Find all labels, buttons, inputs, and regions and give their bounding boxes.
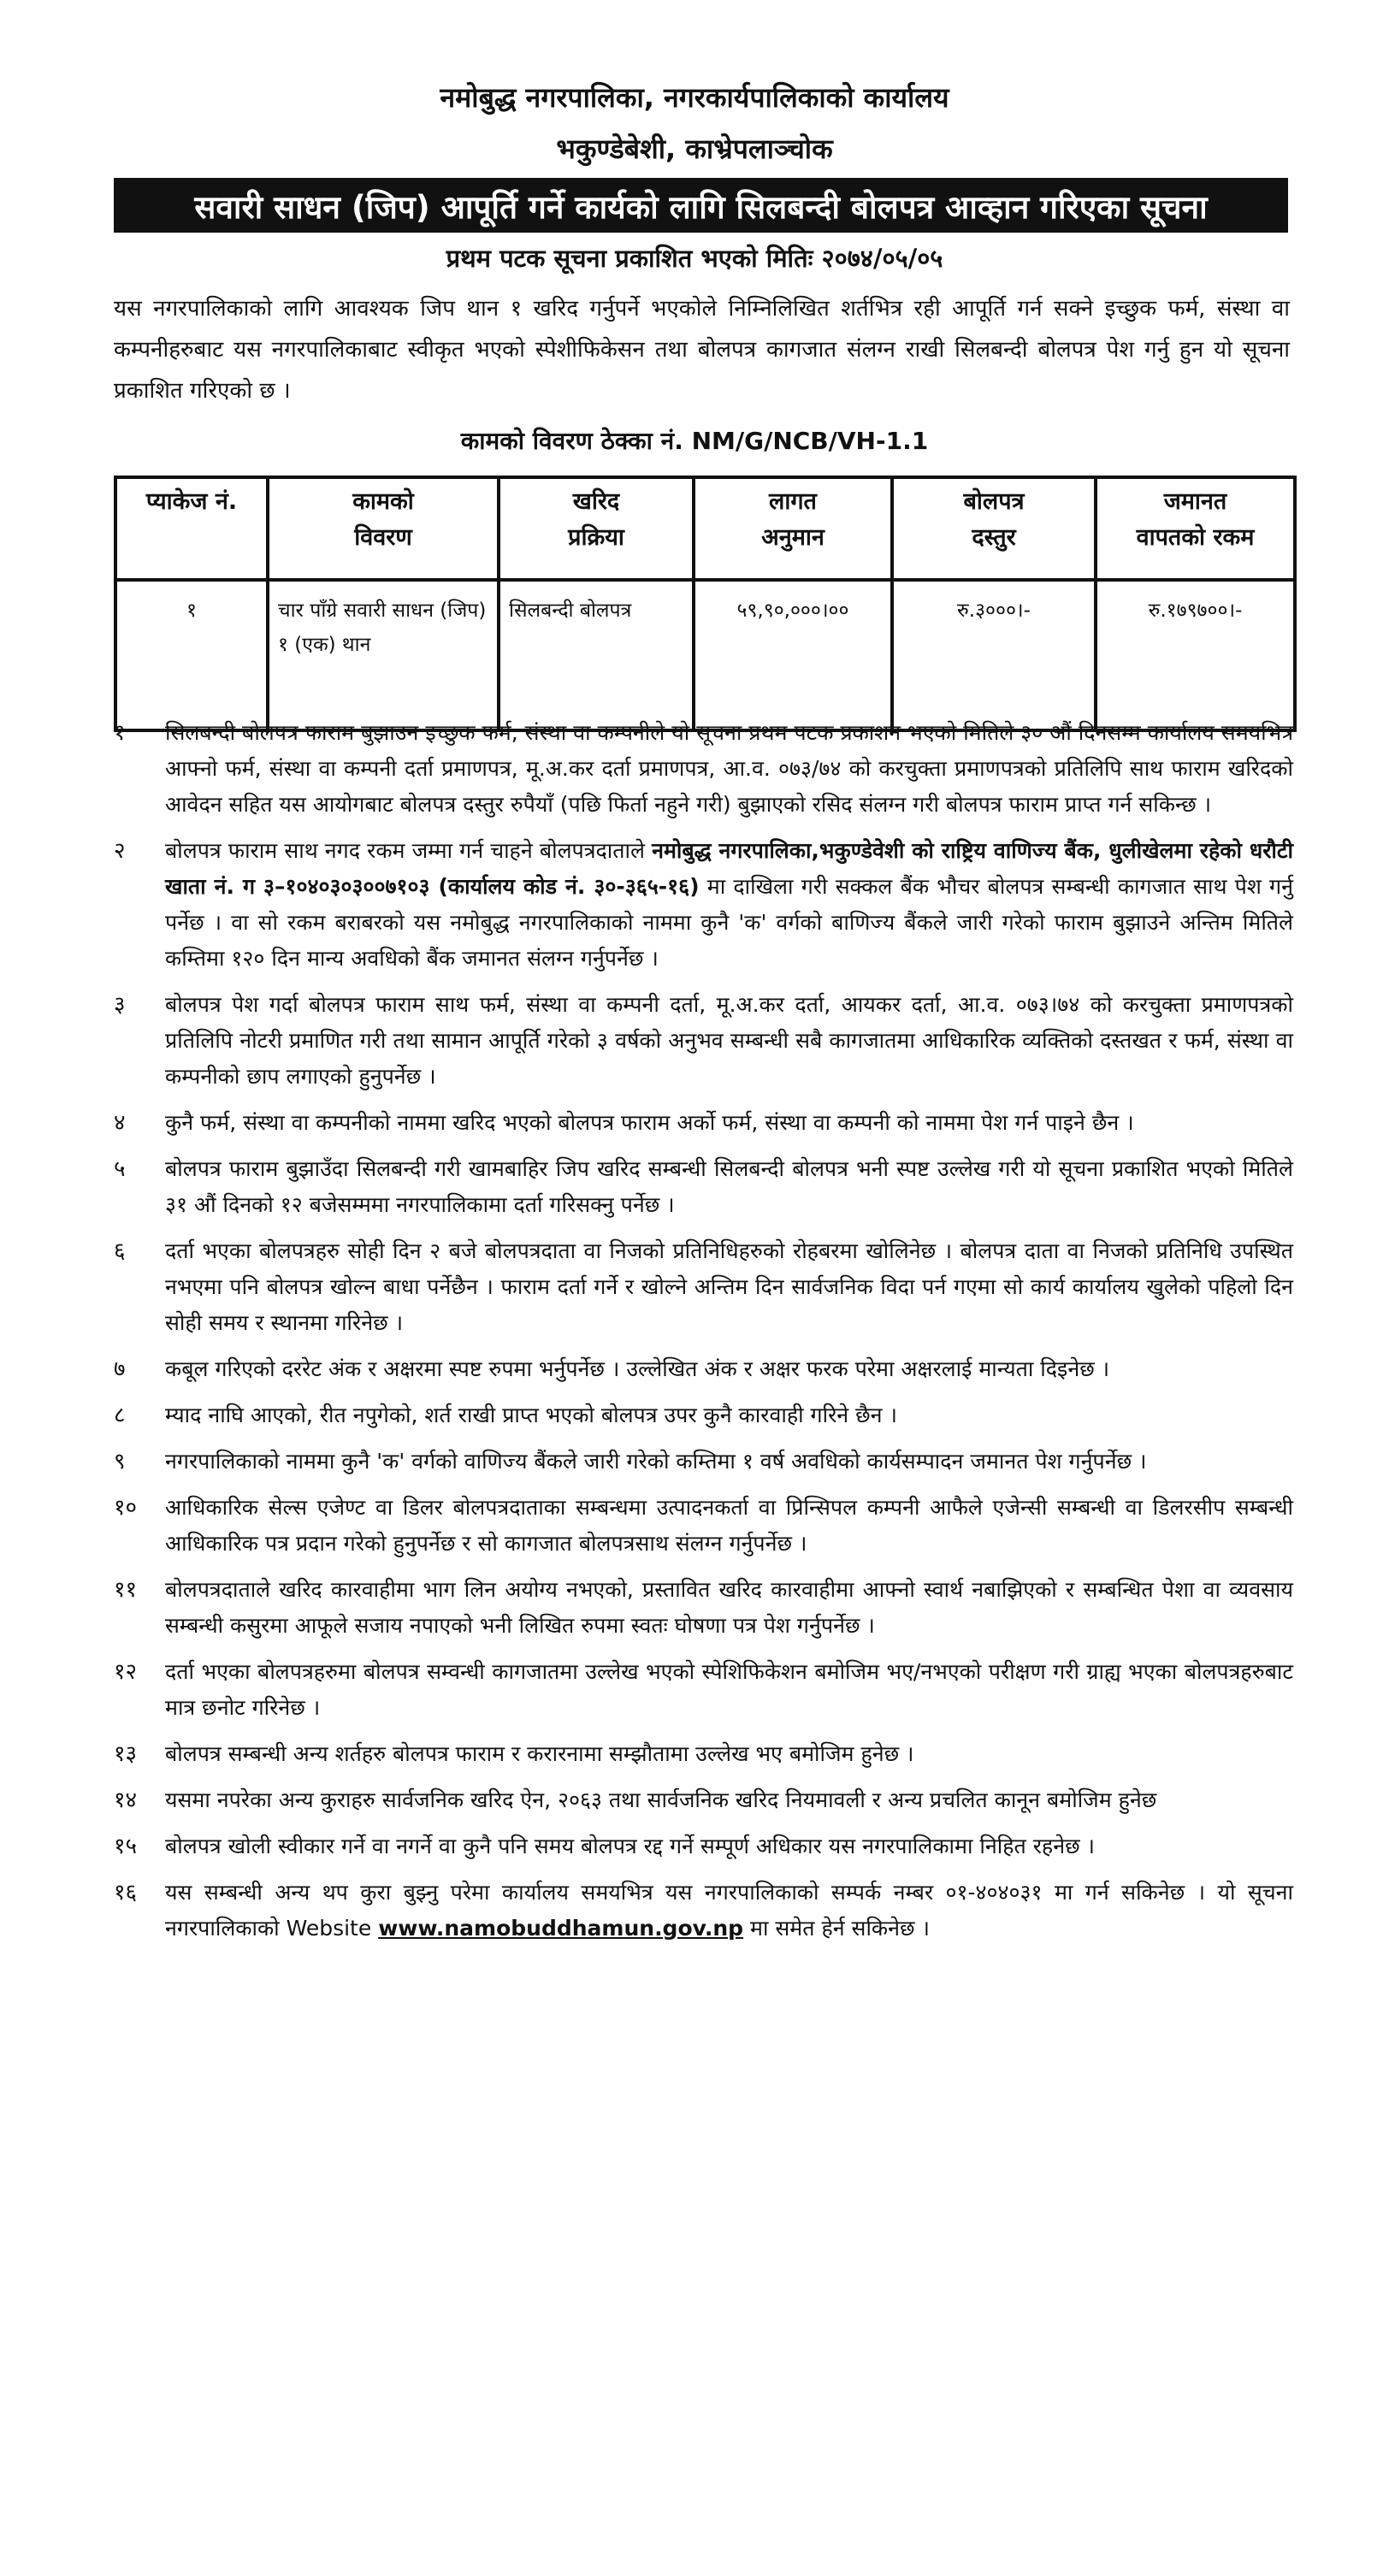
item-number: १५	[114, 1834, 138, 1859]
col-header-package: प्याकेज नं.	[115, 477, 268, 580]
list-item	[114, 1397, 1293, 1433]
item-number: २	[114, 838, 126, 864]
conditions-list	[114, 715, 1293, 1957]
item-text: बोलपत्रदाताले खरिद कारवाहीमा भाग लिन अयोग्य नभएको, प्रस्तावित खरिद कारवाहीमा आफ्नो स्वार्थ नबाझिएको र सम्बन्धित पेशा वा व्यवसाय सम्बन्धी कसुरमा आफूले सजाय नपाएको भनी लिखित रुपमा स्वतः घोषणा पत्र पेश गर्नुपर्नेछ ।	[165, 1577, 1293, 1638]
intro-paragraph: यस नगरपालिकाको लागि आवश्यक जिप थान १ खरिद गर्नुपर्ने भएकोले निम्निलिखित शर्तभित्र रही आपूर्ति गर्न सक्ने इच्छुक फर्म, संस्था वा कम्पनीहरुबाट यस नगरपालिकाबाट स्वीकृत भएको स्पेशीफिकेसन तथा बोलपत्र कागजात संलग्न राखी सिलबन्दी बोलपत्र पेश गर्नु हुन यो सूचना प्रकाशित गरिएको छ ।	[114, 296, 1290, 404]
table-header-row	[115, 477, 1295, 580]
col-header-cost: लागत अनुमान	[694, 477, 892, 580]
col-header-bond: जमानत वापतको रकम	[1096, 477, 1295, 580]
list-item	[114, 1105, 1293, 1141]
item-text: म्याद नाघि आएको, रीत नपुगेको, शर्त राखी प्राप्त भएको बोलपत्र उपर कुनै कारवाही गरिने छैन ।	[165, 1403, 897, 1427]
item-number: ३	[114, 992, 126, 1018]
item-text: बोलपत्र फाराम साथ नगद रकम जम्मा गर्न चाहने बोलपत्रदाताले नमोबुद्ध नगरपालिका,भकुण्डेवेशी को राष्ट्रिय वाणिज्य बैंक, धुलीखेलमा रहेको धरौटी खाता नं. ग ३–१०४०३०३००७१०३ (कार्यालय कोड नं. ३०-३६५-१६) मा दाखिला गरी सक्कल बैंक भौचर बोलपत्र सम्बन्धी कागजात साथ पेश गर्नु पर्नेछ । वा सो रकम बराबरको यस नमोबुद्ध नगरपालिकाको नाममा कुनै 'क' वर्गको बाणिज्य बैंकले जारी गरेको फाराम बुझाउने अन्तिम मितिले कम्तिमा १२० दिन मान्य अवधिको बैंक जमानत संलग्न गर्नुपर्नेछ ।	[165, 838, 1294, 971]
list-item	[114, 1875, 1293, 1947]
item-text: बोलपत्र पेश गर्दा बोलपत्र फाराम साथ फर्म, संस्था वा कम्पनी दर्ता, मू.अ.कर दर्ता, आयकर दर्ता, आ.व. ०७३।७४ को करचुक्ता प्रमाणपत्रको प्रतिलिपि नोटरी प्रमाणित गरी तथा सामान आपूर्ति गरेको ३ वर्षको अनुभव सम्बन्धी सबै कागजातमा आधिकारिक व्यक्तिको दस्तखत र फर्म, संस्था वा कम्पनीको छाप लगाएको हुनुपर्नेछ ।	[165, 992, 1293, 1089]
item-number: ११	[114, 1577, 138, 1603]
item-number: ७	[114, 1356, 126, 1382]
list-item	[114, 1490, 1293, 1562]
office-name: नमोबुद्ध नगरपालिका, नगरकार्यपालिकाको कार्यालय	[440, 81, 949, 114]
table-row	[115, 580, 1295, 730]
item-text: यसमा नपरेका अन्य कुराहरु सार्वजनिक खरिद ऐन, २०६३ तथा सार्वजनिक खरिद नियमावली र अन्य प्रचलित कानून बमोजिम हुनेछ	[165, 1787, 1157, 1812]
list-item	[114, 833, 1293, 977]
cell-cost: ५९,९०,०००।००	[694, 580, 892, 730]
item-number: ६	[114, 1238, 126, 1264]
list-item	[114, 1782, 1293, 1818]
item-text: कुनै फर्म, संस्था वा कम्पनीको नाममा खरिद भएको बोलपत्र फाराम अर्को फर्म, संस्था वा कम्पनी को नाममा पेश गर्न पाइने छैन ।	[165, 1110, 1134, 1135]
list-item	[114, 1444, 1293, 1480]
cell-fee: रु.३०००।-	[892, 580, 1096, 730]
first-publication-date: प्रथम पटक सूचना प्रकाशित भएको मितिः २०७४/०५/०५	[446, 244, 943, 273]
cell-work: चार पाँग्रे सवारी साधन (जिप) १ (एक) थान	[268, 580, 499, 730]
tender-number-heading: कामको विवरण ठेक्का नं. NM/G/NCB/VH-1.1	[460, 427, 929, 455]
item-number: ९	[114, 1449, 126, 1474]
item-text: बोलपत्र सम्बन्धी अन्य शर्तहरु बोलपत्र फाराम र करारनामा सम्झौतामा उल्लेख भए बमोजिम हुनेछ ।	[165, 1741, 914, 1766]
list-item	[114, 1829, 1293, 1864]
item-text: सिलबन्दी बोलपत्र फाराम बुझाउन इच्छुक फर्म, संस्था वा कम्पनीले यो सूचना प्रथम पटक प्रकाशन भएको मितिले ३० औं दिनसम्म कार्यालय समयभित्र आफ्नो फर्म, संस्था वा कम्पनी दर्ता प्रमाणपत्र, मू.अ.कर दर्ता प्रमाणपत्र, आ.व. ०७३/७४ को करचुक्ता प्रमाणपत्रको प्रतिलिपि साथ फाराम खरिदको आवेदन सहित यस आयोगबाट बोलपत्र दस्तुर रुपैयाँ (पछि फिर्ता नहुने गरी) बुझाएको रसिद संलग्न गरी बोलपत्र फाराम प्राप्त गर्न सकिन्छ ।	[165, 720, 1293, 817]
item-number: ४	[114, 1110, 126, 1136]
list-item	[114, 1351, 1293, 1387]
package-table	[114, 476, 1297, 732]
cell-bond: रु.१७९७००।-	[1096, 580, 1295, 730]
item-text: आधिकारिक सेल्स एजेण्ट वा डिलर बोलपत्रदाताका सम्बन्धमा उत्पादनकर्ता वा प्रिन्सिपल कम्पनी आफैले एजेन्सी सम्बन्धी वा डिलरसीप सम्बन्धी आधिकारिक पत्र प्रदान गरेको हुनुपर्नेछ र सो कागजात बोलपत्रसाथ संलग्न गर्नुपर्नेछ ।	[165, 1495, 1293, 1556]
item-text: नगरपालिकाको नाममा कुनै 'क' वर्गको वाणिज्य बैंकले जारी गरेको कम्तिमा १ वर्ष अवधिको कार्यसम्पादन जमानत पेश गर्नुपर्नेछ ।	[165, 1449, 1147, 1474]
item-text: यस सम्बन्धी अन्य थप कुरा बुझ्नु परेमा कार्यालय समयभित्र यस नगरपालिकाको सम्पर्क नम्बर ०१-४०४०३१ मा गर्न सकिनेछ । यो सूचना नगरपालिकाको Website www.namobuddhamun.gov.np मा समेत हेर्न सकिनेछ ।	[165, 1880, 1293, 1941]
item-text: दर्ता भएका बोलपत्रहरुमा बोलपत्र सम्वन्धी कागजातमा उल्लेख भएको स्पेशिफिकेशन बमोजिम भए/नभएको परीक्षण गरी ग्राह्य भएका बोलपत्रहरुबाट मात्र छनोट गरिनेछ ।	[165, 1659, 1293, 1720]
item-number: १	[114, 720, 126, 746]
item-number: ५	[114, 1156, 126, 1182]
item-number: १३	[114, 1741, 138, 1767]
list-item	[114, 1572, 1293, 1644]
website-link[interactable]: www.namobuddhamun.gov.np	[378, 1916, 744, 1941]
item-text: दर्ता भएका बोलपत्रहरु सोही दिन २ बजे बोलपत्रदाता वा निजको प्रतिनिधिहरुको रोहबरमा खोलिनेछ । बोलपत्र दाता वा निजको प्रतिनिधि उपस्थित नभएमा पनि बोलपत्र खोल्न बाधा पर्नेछैन । फाराम दर्ता गर्ने र खोल्ने अन्तिम दिन सार्वजनिक विदा पर्न गएमा सो कार्य कार्यालय खुलेको पहिलो दिन सोही समय र स्थानमा गरिनेछ ।	[165, 1238, 1293, 1335]
item-text: बोलपत्र खोली स्वीकार गर्ने वा नगर्ने वा कुनै पनि समय बोलपत्र रद्द गर्ने सम्पूर्ण अधिकार यस नगरपालिकामा निहित रहनेछ ।	[165, 1834, 1096, 1858]
list-item	[114, 1654, 1293, 1726]
cell-procurement: सिलबन्दी बोलपत्र	[499, 580, 694, 730]
item-text: बोलपत्र फाराम बुझाउँदा सिलबन्दी गरी खामबाहिर जिप खरिद सम्बन्धी सिलबन्दी बोलपत्र भनी स्पष्ट उल्लेख गरी यो सूचना प्रकाशित भएको मितिले ३१ औं दिनको १२ बजेसम्ममा नगरपालिकामा दर्ता गरिसक्नु पर्नेछ ।	[165, 1156, 1293, 1217]
office-address: भकुण्डेबेशी, काभ्रेपलाञ्चोक	[556, 133, 833, 165]
col-header-work: कामको विवरण	[268, 477, 499, 580]
item-text: कबूल गरिएको दररेट अंक र अक्षरमा स्पष्ट रुपमा भर्नुपर्नेछ । उल्लेखित अंक र अक्षर फरक परेमा अक्षरलाई मान्यता दिइनेछ ।	[165, 1356, 1110, 1381]
list-item	[114, 1151, 1293, 1223]
item-number: १०	[114, 1495, 138, 1521]
bank-account-details: नमोबुद्ध नगरपालिका,भकुण्डेवेशी को राष्ट्रिय वाणिज्य बैंक, धुलीखेलमा रहेको धरौटी खाता नं. ग ३–१०४०३०३००७१०३ (कार्यालय कोड नं. ३०-३६५-१६)	[165, 838, 1293, 899]
list-item	[114, 715, 1293, 823]
list-item	[114, 1233, 1293, 1341]
cell-package: १	[115, 580, 268, 730]
item-number: १४	[114, 1787, 138, 1813]
notice-title-banner: सवारी साधन (जिप) आपूर्ति गर्ने कार्यको लागि सिलबन्दी बोलपत्र आव्हान गरिएका सूचना	[114, 178, 1288, 233]
list-item	[114, 1736, 1293, 1772]
list-item	[114, 987, 1293, 1095]
item-number: १२	[114, 1659, 138, 1685]
item-number: ८	[114, 1403, 126, 1428]
col-header-procurement: खरिद प्रक्रिया	[499, 477, 694, 580]
col-header-fee: बोलपत्र दस्तुर	[892, 477, 1096, 580]
item-number: १६	[114, 1880, 138, 1905]
